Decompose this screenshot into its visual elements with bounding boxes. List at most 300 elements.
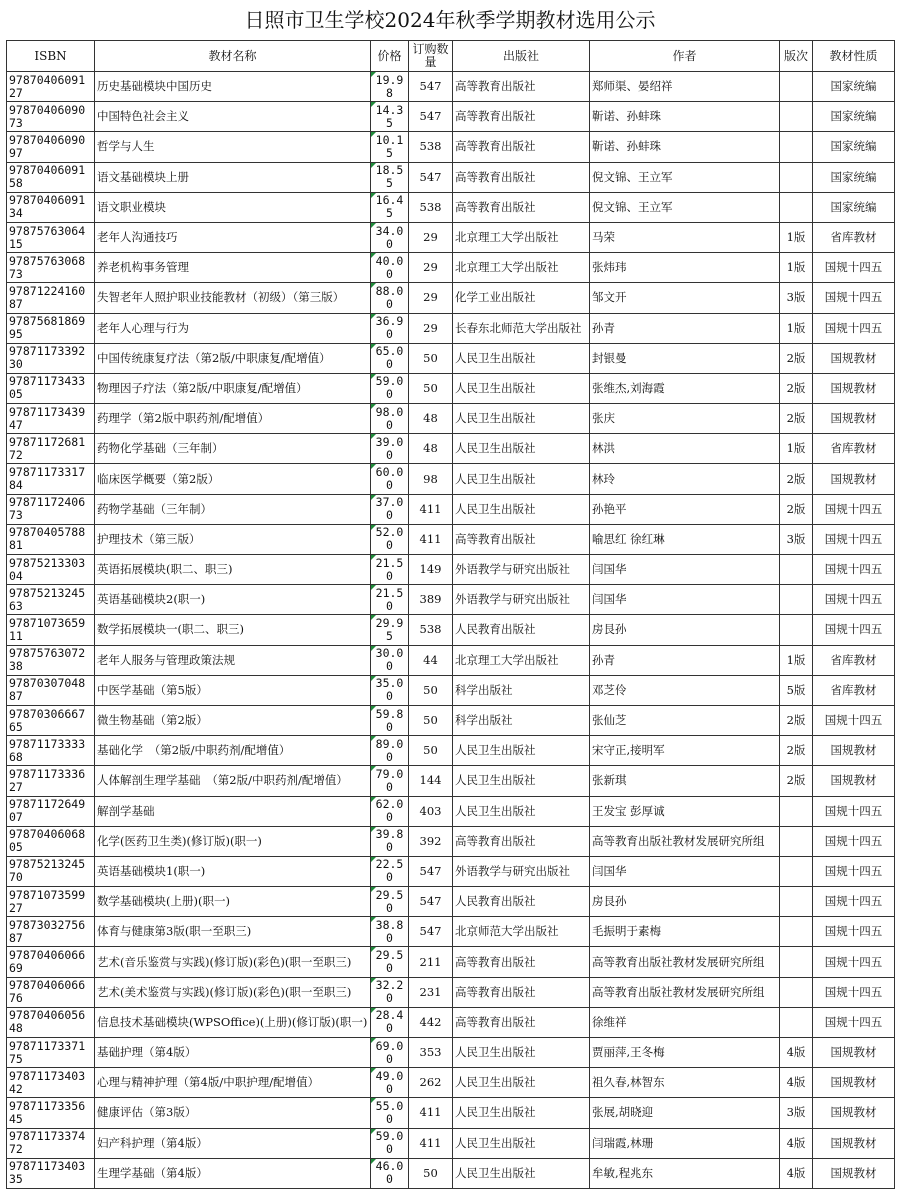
cell-edition: 1版	[780, 645, 813, 675]
cell-name: 老年人心理与行为	[95, 313, 371, 343]
cell-qty: 442	[409, 1007, 453, 1037]
cell-price: 19.98	[371, 72, 409, 102]
cell-publisher: 北京理工大学出版社	[453, 253, 590, 283]
col-header-publisher: 出版社	[453, 41, 590, 72]
cell-edition: 4版	[780, 1158, 813, 1188]
cell-isbn: 9787040609073	[7, 102, 95, 132]
cell-name: 语文基础模块上册	[95, 162, 371, 192]
cell-isbn: 9787030704887	[7, 675, 95, 705]
table-row	[7, 313, 895, 343]
cell-isbn: 9787040609158	[7, 162, 95, 192]
cell-price: 36.90	[371, 313, 409, 343]
cell-price: 18.55	[371, 162, 409, 192]
cell-publisher: 人民卫生出版社	[453, 373, 590, 403]
cell-isbn: 9787117331784	[7, 464, 95, 494]
cell-edition	[780, 1007, 813, 1037]
cell-name: 数学基础模块(上册)(职一)	[95, 887, 371, 917]
cell-author: 贾丽萍,王冬梅	[590, 1038, 780, 1068]
cell-name: 药理学（第2版中职药剂/配增值）	[95, 404, 371, 434]
cell-nature: 国规十四五	[813, 705, 895, 735]
cell-qty: 547	[409, 72, 453, 102]
cell-isbn: 9787040606805	[7, 826, 95, 856]
table-row	[7, 1038, 895, 1068]
cell-nature: 国规教材	[813, 1128, 895, 1158]
cell-name: 老年人服务与管理政策法规	[95, 645, 371, 675]
cell-edition: 5版	[780, 675, 813, 705]
cell-nature: 国规十四五	[813, 555, 895, 585]
cell-price: 28.40	[371, 1007, 409, 1037]
cell-publisher: 科学出版社	[453, 705, 590, 735]
table-row	[7, 675, 895, 705]
cell-name: 数学拓展模块一(职二、职三)	[95, 615, 371, 645]
cell-nature: 国家统编	[813, 132, 895, 162]
header-row	[7, 41, 895, 72]
cell-qty: 50	[409, 675, 453, 705]
cell-author: 闫瑞霞,林珊	[590, 1128, 780, 1158]
cell-edition: 2版	[780, 343, 813, 373]
cell-nature: 国规教材	[813, 766, 895, 796]
cell-qty: 262	[409, 1068, 453, 1098]
cell-author: 邹文开	[590, 283, 780, 313]
cell-price: 88.00	[371, 283, 409, 313]
cell-qty: 231	[409, 977, 453, 1007]
cell-publisher: 高等教育出版社	[453, 72, 590, 102]
cell-nature: 省库教材	[813, 675, 895, 705]
cell-price: 52.00	[371, 524, 409, 554]
table-row	[7, 404, 895, 434]
cell-publisher: 人民卫生出版社	[453, 464, 590, 494]
cell-author: 牟敏,程兆东	[590, 1158, 780, 1188]
cell-publisher: 高等教育出版社	[453, 977, 590, 1007]
cell-isbn: 9787117240673	[7, 494, 95, 524]
cell-edition	[780, 796, 813, 826]
cell-author: 高等教育出版社教材发展研究所组	[590, 947, 780, 977]
cell-name: 失智老年人照护职业技能教材（初级）（第三版）	[95, 283, 371, 313]
table-row	[7, 524, 895, 554]
cell-name: 妇产科护理（第4版）	[95, 1128, 371, 1158]
cell-price: 37.00	[371, 494, 409, 524]
cell-author: 张仙芝	[590, 705, 780, 735]
cell-isbn: 9787030666765	[7, 705, 95, 735]
cell-qty: 29	[409, 313, 453, 343]
cell-publisher: 外语教学与研究出版社	[453, 585, 590, 615]
cell-price: 22.50	[371, 856, 409, 886]
cell-price: 59.00	[371, 373, 409, 403]
cell-publisher: 人民卫生出版社	[453, 494, 590, 524]
cell-isbn: 9787117268172	[7, 434, 95, 464]
cell-name: 物理因子疗法（第2版/中职康复/配增值）	[95, 373, 371, 403]
table-row	[7, 977, 895, 1007]
table-row	[7, 162, 895, 192]
cell-publisher: 人民卫生出版社	[453, 1098, 590, 1128]
table-row	[7, 192, 895, 222]
cell-publisher: 科学出版社	[453, 675, 590, 705]
cell-nature: 国规教材	[813, 404, 895, 434]
table-row	[7, 494, 895, 524]
cell-isbn: 9787040609097	[7, 132, 95, 162]
cell-price: 34.00	[371, 222, 409, 252]
col-header-qty: 订购数量	[409, 41, 453, 72]
cell-name: 历史基础模块中国历史	[95, 72, 371, 102]
cell-name: 体育与健康第3版(职一至职三)	[95, 917, 371, 947]
cell-isbn: 9787521330304	[7, 555, 95, 585]
cell-price: 32.20	[371, 977, 409, 1007]
table-row	[7, 253, 895, 283]
cell-author: 高等教育出版社教材发展研究所组	[590, 826, 780, 856]
cell-name: 养老机构事务管理	[95, 253, 371, 283]
cell-edition: 2版	[780, 464, 813, 494]
cell-qty: 411	[409, 1098, 453, 1128]
cell-name: 语文职业模块	[95, 192, 371, 222]
cell-edition: 4版	[780, 1128, 813, 1158]
cell-qty: 50	[409, 705, 453, 735]
page-title: 日照市卫生学校2024年秋季学期教材选用公示	[244, 8, 656, 32]
cell-author: 倪文锦、王立军	[590, 192, 780, 222]
cell-author: 郑师渠、晏绍祥	[590, 72, 780, 102]
cell-nature: 国规十四五	[813, 947, 895, 977]
col-header-nature: 教材性质	[813, 41, 895, 72]
cell-publisher: 高等教育出版社	[453, 947, 590, 977]
cell-author: 徐维祥	[590, 1007, 780, 1037]
cell-publisher: 人民卫生出版社	[453, 1068, 590, 1098]
cell-author: 王发宝 彭厚诚	[590, 796, 780, 826]
cell-qty: 50	[409, 373, 453, 403]
col-header-name: 教材名称	[95, 41, 371, 72]
cell-nature: 国规十四五	[813, 856, 895, 886]
cell-isbn: 9787107359927	[7, 887, 95, 917]
cell-price: 30.00	[371, 645, 409, 675]
cell-nature: 国规教材	[813, 343, 895, 373]
table-row	[7, 434, 895, 464]
table-row	[7, 615, 895, 645]
cell-publisher: 人民卫生出版社	[453, 404, 590, 434]
cell-author: 闫国华	[590, 856, 780, 886]
cell-publisher: 化学工业出版社	[453, 283, 590, 313]
cell-author: 张炜玮	[590, 253, 780, 283]
cell-publisher: 人民卫生出版社	[453, 1158, 590, 1188]
cell-price: 39.80	[371, 826, 409, 856]
cell-edition: 2版	[780, 404, 813, 434]
cell-isbn: 9787117340335	[7, 1158, 95, 1188]
cell-publisher: 人民卫生出版社	[453, 343, 590, 373]
cell-name: 药物化学基础（三年制）	[95, 434, 371, 464]
cell-edition	[780, 162, 813, 192]
cell-price: 35.00	[371, 675, 409, 705]
cell-edition: 2版	[780, 705, 813, 735]
cell-name: 艺术(美术鉴赏与实践)(修订版)(彩色)(职一至职三)	[95, 977, 371, 1007]
cell-nature: 国规教材	[813, 1068, 895, 1098]
cell-author: 房艮孙	[590, 887, 780, 917]
cell-qty: 353	[409, 1038, 453, 1068]
cell-publisher: 北京师范大学出版社	[453, 917, 590, 947]
cell-qty: 29	[409, 283, 453, 313]
cell-isbn: 9787117333368	[7, 736, 95, 766]
cell-price: 10.15	[371, 132, 409, 162]
cell-price: 21.50	[371, 555, 409, 585]
textbook-table	[6, 40, 895, 1189]
cell-name: 哲学与人生	[95, 132, 371, 162]
cell-author: 邓芝伶	[590, 675, 780, 705]
cell-edition: 2版	[780, 736, 813, 766]
cell-author: 张维杰,刘海霞	[590, 373, 780, 403]
cell-publisher: 人民卫生出版社	[453, 766, 590, 796]
cell-isbn: 9787040578881	[7, 524, 95, 554]
cell-price: 38.80	[371, 917, 409, 947]
cell-isbn: 9787040609127	[7, 72, 95, 102]
table-row	[7, 132, 895, 162]
cell-publisher: 高等教育出版社	[453, 192, 590, 222]
cell-price: 62.00	[371, 796, 409, 826]
cell-isbn: 9787040606676	[7, 977, 95, 1007]
cell-name: 临床医学概要（第2版）	[95, 464, 371, 494]
cell-publisher: 人民卫生出版社	[453, 1038, 590, 1068]
cell-edition: 2版	[780, 766, 813, 796]
cell-author: 宋守正,接明军	[590, 736, 780, 766]
cell-isbn: 9787107365911	[7, 615, 95, 645]
cell-edition: 1版	[780, 434, 813, 464]
cell-publisher: 人民卫生出版社	[453, 1128, 590, 1158]
cell-nature: 国家统编	[813, 192, 895, 222]
cell-name: 人体解剖生理学基础 （第2版/中职药剂/配增值）	[95, 766, 371, 796]
cell-price: 59.80	[371, 705, 409, 735]
cell-name: 微生物基础（第2版）	[95, 705, 371, 735]
cell-qty: 547	[409, 856, 453, 886]
cell-author: 喻思红 徐红琳	[590, 524, 780, 554]
cell-edition: 1版	[780, 253, 813, 283]
cell-nature: 国规十四五	[813, 796, 895, 826]
cell-edition	[780, 947, 813, 977]
cell-name: 信息技术基础模块(WPSOffice)(上册)(修订版)(职一)	[95, 1007, 371, 1037]
cell-nature: 省库教材	[813, 222, 895, 252]
cell-price: 60.00	[371, 464, 409, 494]
cell-edition	[780, 856, 813, 886]
cell-edition	[780, 977, 813, 1007]
cell-author: 马荣	[590, 222, 780, 252]
cell-edition	[780, 72, 813, 102]
cell-price: 14.35	[371, 102, 409, 132]
cell-qty: 144	[409, 766, 453, 796]
cell-price: 39.00	[371, 434, 409, 464]
table-row	[7, 464, 895, 494]
cell-nature: 国家统编	[813, 72, 895, 102]
cell-isbn: 9787576307238	[7, 645, 95, 675]
cell-name: 化学(医药卫生类)(修订版)(职一)	[95, 826, 371, 856]
cell-nature: 国规教材	[813, 1158, 895, 1188]
cell-qty: 98	[409, 464, 453, 494]
cell-qty: 50	[409, 343, 453, 373]
cell-nature: 国规教材	[813, 1038, 895, 1068]
cell-isbn: 9787117337175	[7, 1038, 95, 1068]
cell-author: 靳诺、孙蚌珠	[590, 132, 780, 162]
cell-qty: 538	[409, 192, 453, 222]
cell-isbn: 9787122416087	[7, 283, 95, 313]
cell-price: 29.50	[371, 947, 409, 977]
cell-nature: 国规十四五	[813, 585, 895, 615]
cell-nature: 国规十四五	[813, 283, 895, 313]
cell-author: 倪文锦、王立军	[590, 162, 780, 192]
cell-isbn: 9787521324563	[7, 585, 95, 615]
cell-edition	[780, 192, 813, 222]
col-header-isbn: ISBN	[7, 41, 95, 72]
cell-nature: 国规十四五	[813, 826, 895, 856]
table-row	[7, 1068, 895, 1098]
cell-nature: 国规十四五	[813, 524, 895, 554]
table-row	[7, 1098, 895, 1128]
cell-qty: 50	[409, 736, 453, 766]
cell-isbn: 9787040609134	[7, 192, 95, 222]
cell-edition	[780, 555, 813, 585]
cell-author: 闫国华	[590, 555, 780, 585]
cell-price: 16.45	[371, 192, 409, 222]
cell-name: 英语基础模块2(职一)	[95, 585, 371, 615]
cell-author: 祖久春,林智东	[590, 1068, 780, 1098]
cell-isbn: 9787117343947	[7, 404, 95, 434]
cell-qty: 48	[409, 434, 453, 464]
cell-price: 55.00	[371, 1098, 409, 1128]
cell-nature: 国规十四五	[813, 313, 895, 343]
cell-nature: 国规教材	[813, 373, 895, 403]
cell-isbn: 9787117333627	[7, 766, 95, 796]
cell-isbn: 9787117343305	[7, 373, 95, 403]
table-row	[7, 72, 895, 102]
cell-qty: 411	[409, 494, 453, 524]
table-row	[7, 555, 895, 585]
cell-name: 老年人沟通技巧	[95, 222, 371, 252]
cell-qty: 29	[409, 222, 453, 252]
cell-edition: 3版	[780, 1098, 813, 1128]
cell-price: 40.00	[371, 253, 409, 283]
table-row	[7, 1158, 895, 1188]
col-header-edition: 版次	[780, 41, 813, 72]
cell-author: 靳诺、孙蚌珠	[590, 102, 780, 132]
cell-author: 毛振明于素梅	[590, 917, 780, 947]
cell-name: 中医学基础（第5版）	[95, 675, 371, 705]
cell-name: 中国特色社会主义	[95, 102, 371, 132]
cell-edition	[780, 102, 813, 132]
cell-author: 封银曼	[590, 343, 780, 373]
cell-nature: 国规十四五	[813, 615, 895, 645]
cell-nature: 国规十四五	[813, 917, 895, 947]
cell-name: 护理技术（第三版）	[95, 524, 371, 554]
table-row	[7, 917, 895, 947]
table-row	[7, 585, 895, 615]
cell-edition	[780, 887, 813, 917]
cell-publisher: 长春东北师范大学出版社	[453, 313, 590, 343]
cell-price: 65.00	[371, 343, 409, 373]
cell-qty: 547	[409, 917, 453, 947]
cell-price: 89.00	[371, 736, 409, 766]
cell-qty: 538	[409, 132, 453, 162]
cell-nature: 国规十四五	[813, 887, 895, 917]
cell-isbn: 9787303275687	[7, 917, 95, 947]
cell-name: 解剖学基础	[95, 796, 371, 826]
cell-isbn: 9787117337472	[7, 1128, 95, 1158]
cell-name: 英语拓展模块(职二、职三)	[95, 555, 371, 585]
cell-author: 房艮孙	[590, 615, 780, 645]
cell-nature: 省库教材	[813, 434, 895, 464]
cell-edition	[780, 917, 813, 947]
cell-publisher: 人民卫生出版社	[453, 434, 590, 464]
cell-edition: 4版	[780, 1038, 813, 1068]
cell-edition: 2版	[780, 494, 813, 524]
cell-publisher: 北京理工大学出版社	[453, 222, 590, 252]
table-row	[7, 736, 895, 766]
cell-name: 英语基础模块1(职一)	[95, 856, 371, 886]
table-row	[7, 947, 895, 977]
cell-name: 艺术(音乐鉴赏与实践)(修订版)(彩色)(职一至职三)	[95, 947, 371, 977]
cell-publisher: 外语教学与研究出版社	[453, 555, 590, 585]
cell-price: 21.50	[371, 585, 409, 615]
cell-isbn: 9787576306415	[7, 222, 95, 252]
cell-qty: 411	[409, 1128, 453, 1158]
cell-edition	[780, 585, 813, 615]
cell-nature: 国家统编	[813, 102, 895, 132]
cell-edition: 1版	[780, 313, 813, 343]
cell-author: 张新琪	[590, 766, 780, 796]
table-row	[7, 705, 895, 735]
cell-qty: 403	[409, 796, 453, 826]
table-row	[7, 1007, 895, 1037]
cell-nature: 国家统编	[813, 162, 895, 192]
cell-publisher: 高等教育出版社	[453, 102, 590, 132]
cell-name: 药物学基础（三年制）	[95, 494, 371, 524]
cell-edition: 1版	[780, 222, 813, 252]
cell-qty: 389	[409, 585, 453, 615]
cell-nature: 国规十四五	[813, 253, 895, 283]
cell-publisher: 外语教学与研究出版社	[453, 856, 590, 886]
cell-isbn: 9787040606669	[7, 947, 95, 977]
table-row	[7, 887, 895, 917]
cell-publisher: 人民卫生出版社	[453, 736, 590, 766]
cell-qty: 547	[409, 887, 453, 917]
table-row	[7, 343, 895, 373]
table-row	[7, 222, 895, 252]
cell-author: 张庆	[590, 404, 780, 434]
col-header-author: 作者	[590, 41, 780, 72]
table-body	[7, 72, 895, 1189]
cell-nature: 国规十四五	[813, 494, 895, 524]
cell-nature: 国规十四五	[813, 1007, 895, 1037]
cell-price: 79.00	[371, 766, 409, 796]
cell-price: 29.95	[371, 615, 409, 645]
table-row	[7, 856, 895, 886]
cell-isbn: 9787521324570	[7, 856, 95, 886]
cell-publisher: 北京理工大学出版社	[453, 645, 590, 675]
cell-name: 生理学基础（第4版）	[95, 1158, 371, 1188]
cell-nature: 国规十四五	[813, 977, 895, 1007]
cell-qty: 44	[409, 645, 453, 675]
table-row	[7, 796, 895, 826]
cell-publisher: 人民教育出版社	[453, 615, 590, 645]
cell-isbn: 9787040605648	[7, 1007, 95, 1037]
cell-publisher: 人民卫生出版社	[453, 796, 590, 826]
cell-qty: 411	[409, 524, 453, 554]
table-row	[7, 373, 895, 403]
cell-publisher: 人民教育出版社	[453, 887, 590, 917]
cell-qty: 547	[409, 102, 453, 132]
cell-edition: 2版	[780, 373, 813, 403]
cell-author: 孙青	[590, 313, 780, 343]
cell-publisher: 高等教育出版社	[453, 524, 590, 554]
table-row	[7, 826, 895, 856]
cell-author: 林洪	[590, 434, 780, 464]
cell-price: 49.00	[371, 1068, 409, 1098]
cell-qty: 48	[409, 404, 453, 434]
cell-isbn: 9787117335645	[7, 1098, 95, 1128]
cell-publisher: 高等教育出版社	[453, 1007, 590, 1037]
cell-isbn: 9787117264907	[7, 796, 95, 826]
cell-edition: 3版	[780, 524, 813, 554]
